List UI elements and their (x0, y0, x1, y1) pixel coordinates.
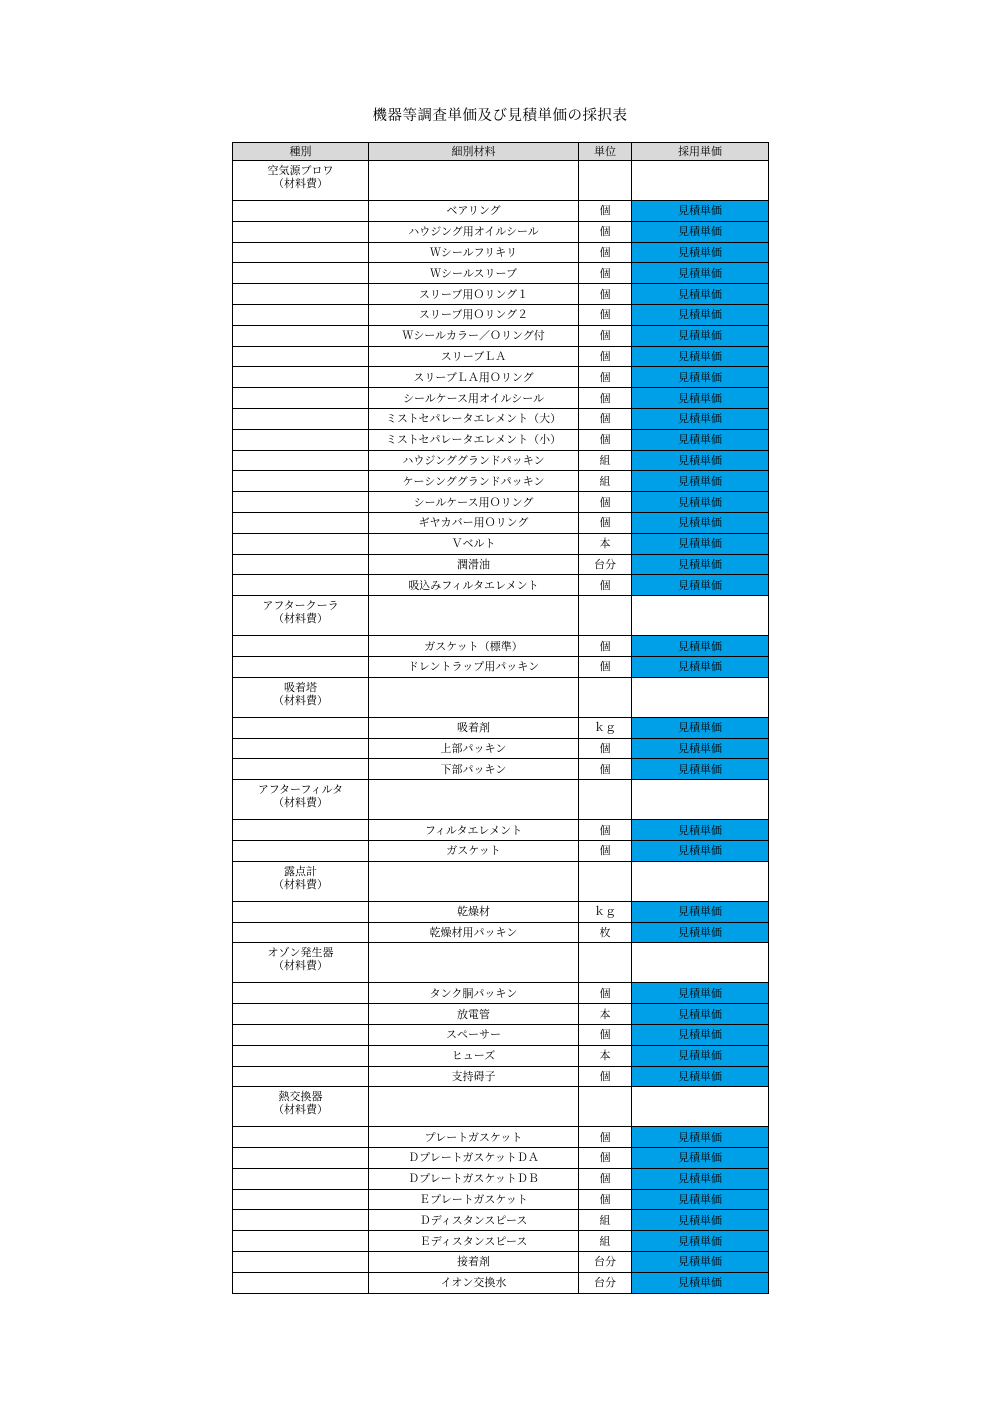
category-cell (233, 346, 369, 367)
unit-cell: 個 (579, 367, 632, 388)
table-row (233, 901, 769, 922)
table-row (233, 656, 769, 677)
adopted-price-cell: 見積単価 (632, 575, 769, 596)
adopted-price-cell (632, 161, 769, 201)
adopted-price-cell (632, 780, 769, 820)
material-cell: シールケース用Ｏリング (369, 492, 579, 513)
adopted-price-cell: 見積単価 (632, 840, 769, 861)
category-cell (233, 284, 369, 305)
unit-cell: 個 (579, 738, 632, 759)
material-cell: ＤプレートガスケットＤＢ (369, 1168, 579, 1189)
material-cell: ギヤカバー用Ｏリング (369, 512, 579, 533)
adopted-price-cell: 見積単価 (632, 1272, 769, 1293)
unit-cell: 個 (579, 575, 632, 596)
category-row (233, 861, 769, 901)
adopted-price-cell: 見積単価 (632, 820, 769, 841)
unit-cell: 個 (579, 840, 632, 861)
category-row (233, 677, 769, 717)
unit-cell: 組 (579, 1231, 632, 1252)
adopted-price-cell (632, 943, 769, 983)
adopted-price-cell: 見積単価 (632, 759, 769, 780)
adopted-price-cell: 見積単価 (632, 738, 769, 759)
category-cell (233, 388, 369, 409)
header-adopted-price: 採用単価 (632, 143, 769, 161)
unit-cell: 個 (579, 1168, 632, 1189)
material-cell: 乾燥材用パッキン (369, 922, 579, 943)
category-cell (233, 1252, 369, 1273)
material-cell: 上部パッキン (369, 738, 579, 759)
category-cell (233, 1210, 369, 1231)
category-cell (233, 820, 369, 841)
adopted-price-cell: 見積単価 (632, 717, 769, 738)
material-cell: Ｅディスタンスピース (369, 1231, 579, 1252)
adopted-price-cell: 見積単価 (632, 284, 769, 305)
unit-cell: 台分 (579, 1252, 632, 1273)
unit-cell: 台分 (579, 554, 632, 575)
unit-cell: 個 (579, 820, 632, 841)
table-row (233, 221, 769, 242)
material-cell (369, 861, 579, 901)
unit-cell: 組 (579, 471, 632, 492)
table-row (233, 492, 769, 513)
material-cell: Ｅプレートガスケット (369, 1189, 579, 1210)
material-cell: ケーシンググランドパッキン (369, 471, 579, 492)
unit-cell: 個 (579, 242, 632, 263)
material-cell: 下部パッキン (369, 759, 579, 780)
table-row (233, 1189, 769, 1210)
table-row (233, 263, 769, 284)
category-cell (233, 1004, 369, 1025)
table-row (233, 533, 769, 554)
category-cell (233, 943, 369, 983)
adopted-price-cell: 見積単価 (632, 901, 769, 922)
table-row (233, 408, 769, 429)
adopted-price-cell: 見積単価 (632, 221, 769, 242)
category-subtitle: （材料費） (273, 693, 328, 707)
material-cell (369, 1087, 579, 1127)
adopted-price-cell: 見積単価 (632, 1045, 769, 1066)
category-cell (233, 471, 369, 492)
material-cell: ベアリング (369, 201, 579, 222)
unit-cell: 個 (579, 512, 632, 533)
category-row (233, 1087, 769, 1127)
material-cell: ＤプレートガスケットＤＡ (369, 1148, 579, 1169)
adopted-price-cell: 見積単価 (632, 983, 769, 1004)
category-name: 空気源ブロワ (267, 164, 334, 177)
adopted-price-cell: 見積単価 (632, 512, 769, 533)
adopted-price-cell: 見積単価 (632, 1024, 769, 1045)
table-row (233, 388, 769, 409)
unit-cell: 個 (579, 346, 632, 367)
unit-cell: 組 (579, 450, 632, 471)
table-row (233, 242, 769, 263)
category-name: 熱交換器 (278, 1090, 323, 1104)
material-cell: ミストセパレータエレメント（小） (369, 429, 579, 450)
adopted-price-cell: 見積単価 (632, 1189, 769, 1210)
material-cell (369, 677, 579, 717)
unit-cell: 本 (579, 1004, 632, 1025)
category-subtitle: （材料費） (273, 612, 328, 626)
adopted-price-cell: 見積単価 (632, 554, 769, 575)
category-cell (233, 780, 369, 820)
category-subtitle: （材料費） (273, 1103, 328, 1117)
material-cell: Ｖベルト (369, 533, 579, 554)
unit-cell: 個 (579, 221, 632, 242)
material-cell: 乾燥材 (369, 901, 579, 922)
category-cell (233, 1127, 369, 1148)
unit-cell: 本 (579, 533, 632, 554)
category-cell (233, 201, 369, 222)
adopted-price-cell: 見積単価 (632, 429, 769, 450)
material-cell: フィルタエレメント (369, 820, 579, 841)
category-cell (233, 1045, 369, 1066)
table-row (233, 1272, 769, 1293)
table-row (233, 450, 769, 471)
table-row (233, 1024, 769, 1045)
material-cell (369, 596, 579, 636)
table-header-row (233, 143, 769, 161)
material-cell: Ｗシールフリキリ (369, 242, 579, 263)
category-cell (233, 1024, 369, 1045)
table-row (233, 1066, 769, 1087)
category-name: 露点計 (284, 864, 317, 878)
table-row (233, 1045, 769, 1066)
material-cell: Ｄディスタンスピース (369, 1210, 579, 1231)
unit-cell (579, 677, 632, 717)
adopted-price-cell: 見積単価 (632, 408, 769, 429)
material-cell: ハウジング用オイルシール (369, 221, 579, 242)
category-cell (233, 983, 369, 1004)
material-cell: Ｗシールスリーブ (369, 263, 579, 284)
adopted-price-cell (632, 677, 769, 717)
table-row (233, 284, 769, 305)
adopted-price-cell: 見積単価 (632, 1168, 769, 1189)
category-cell (233, 759, 369, 780)
category-cell (233, 533, 369, 554)
material-cell (369, 161, 579, 201)
unit-cell (579, 1087, 632, 1127)
category-cell (233, 596, 369, 636)
category-subtitle: （材料費） (273, 177, 328, 190)
material-cell (369, 780, 579, 820)
category-cell (233, 922, 369, 943)
material-cell: ドレントラップ用パッキン (369, 656, 579, 677)
material-cell: ヒューズ (369, 1045, 579, 1066)
material-cell: シールケース用オイルシール (369, 388, 579, 409)
material-cell: 潤滑油 (369, 554, 579, 575)
adopted-price-cell (632, 861, 769, 901)
category-cell (233, 1272, 369, 1293)
unit-cell: 個 (579, 1148, 632, 1169)
material-cell: プレートガスケット (369, 1127, 579, 1148)
category-cell (233, 656, 369, 677)
adopted-price-cell: 見積単価 (632, 367, 769, 388)
category-name: オゾン発生器 (267, 946, 334, 960)
unit-cell: 個 (579, 429, 632, 450)
table-row (233, 1148, 769, 1169)
category-cell (233, 677, 369, 717)
adopted-price-cell: 見積単価 (632, 533, 769, 554)
category-name: アフタークーラ (262, 599, 339, 613)
unit-cell: 個 (579, 201, 632, 222)
material-cell: スリーブＬＡ用Ｏリング (369, 367, 579, 388)
adopted-price-cell: 見積単価 (632, 1148, 769, 1169)
table-row (233, 1252, 769, 1273)
adopted-price-cell: 見積単価 (632, 1066, 769, 1087)
adopted-price-cell: 見積単価 (632, 304, 769, 325)
category-cell (233, 1148, 369, 1169)
category-subtitle: （材料費） (273, 796, 328, 810)
category-cell (233, 492, 369, 513)
header-material: 細別材料 (369, 143, 579, 161)
adopted-price-cell: 見積単価 (632, 1252, 769, 1273)
unit-cell: 個 (579, 263, 632, 284)
unit-cell: 個 (579, 284, 632, 305)
table-row (233, 840, 769, 861)
adopted-price-cell: 見積単価 (632, 450, 769, 471)
table-row (233, 201, 769, 222)
adopted-price-cell: 見積単価 (632, 636, 769, 657)
table-row (233, 346, 769, 367)
table-row (233, 1231, 769, 1252)
category-cell (233, 242, 369, 263)
table-row (233, 429, 769, 450)
adopted-price-cell: 見積単価 (632, 388, 769, 409)
unit-cell (579, 943, 632, 983)
unit-cell (579, 596, 632, 636)
category-cell (233, 221, 369, 242)
category-cell (233, 512, 369, 533)
unit-cell: 個 (579, 759, 632, 780)
material-cell: 吸込みフィルタエレメント (369, 575, 579, 596)
table-row (233, 717, 769, 738)
table-row (233, 304, 769, 325)
material-cell: ハウジンググランドパッキン (369, 450, 579, 471)
header-unit: 単位 (579, 143, 632, 161)
adopted-price-cell: 見積単価 (632, 242, 769, 263)
category-cell (233, 1087, 369, 1127)
category-cell (233, 161, 369, 201)
adopted-price-cell: 見積単価 (632, 1210, 769, 1231)
table-row (233, 983, 769, 1004)
category-cell (233, 554, 369, 575)
unit-cell: 個 (579, 304, 632, 325)
material-cell: スペーサー (369, 1024, 579, 1045)
table-row (233, 367, 769, 388)
category-cell (233, 738, 369, 759)
adopted-price-cell: 見積単価 (632, 922, 769, 943)
table-row (233, 759, 769, 780)
category-cell (233, 263, 369, 284)
material-cell: Ｗシールカラー／Ｏリング付 (369, 325, 579, 346)
material-cell: ガスケット (369, 840, 579, 861)
table-row (233, 554, 769, 575)
unit-cell: 個 (579, 1024, 632, 1045)
adopted-price-cell: 見積単価 (632, 1127, 769, 1148)
table-body (233, 161, 769, 1294)
unit-cell: ｋｇ (579, 901, 632, 922)
table-row (233, 922, 769, 943)
category-cell (233, 1168, 369, 1189)
table-row (233, 471, 769, 492)
material-cell: スリーブ用Ｏリング１ (369, 284, 579, 305)
unit-cell (579, 780, 632, 820)
category-cell (233, 429, 369, 450)
material-cell: 支持碍子 (369, 1066, 579, 1087)
adopted-price-cell: 見積単価 (632, 1004, 769, 1025)
material-cell: イオン交換水 (369, 1272, 579, 1293)
table-row (233, 1210, 769, 1231)
unit-cell: ｋｇ (579, 717, 632, 738)
unit-cell: 個 (579, 656, 632, 677)
adopted-price-cell (632, 1087, 769, 1127)
material-cell: ミストセパレータエレメント（大） (369, 408, 579, 429)
adopted-price-cell: 見積単価 (632, 263, 769, 284)
material-cell: 吸着剤 (369, 717, 579, 738)
page-title: 機器等調査単価及び見積単価の採択表 (372, 108, 628, 124)
category-cell (233, 861, 369, 901)
category-cell (233, 325, 369, 346)
adopted-price-cell (632, 596, 769, 636)
category-row (233, 780, 769, 820)
category-cell (233, 408, 369, 429)
category-cell (233, 1231, 369, 1252)
category-cell (233, 717, 369, 738)
category-subtitle: （材料費） (273, 959, 328, 973)
category-row (233, 596, 769, 636)
material-cell: 放電管 (369, 1004, 579, 1025)
material-cell (369, 943, 579, 983)
category-cell (233, 1066, 369, 1087)
table-row (233, 1168, 769, 1189)
unit-cell: 個 (579, 388, 632, 409)
category-cell (233, 367, 369, 388)
material-cell: 接着剤 (369, 1252, 579, 1273)
unit-cell: 個 (579, 1189, 632, 1210)
category-cell (233, 840, 369, 861)
material-cell: ガスケット（標準） (369, 636, 579, 657)
table-row (233, 575, 769, 596)
price-adoption-table (232, 142, 769, 1294)
table-row (233, 512, 769, 533)
material-cell: スリーブ用Ｏリング２ (369, 304, 579, 325)
unit-cell: 個 (579, 636, 632, 657)
unit-cell: 台分 (579, 1272, 632, 1293)
adopted-price-cell: 見積単価 (632, 1231, 769, 1252)
category-cell (233, 636, 369, 657)
unit-cell: 枚 (579, 922, 632, 943)
category-cell (233, 304, 369, 325)
unit-cell (579, 161, 632, 201)
table-row (233, 1004, 769, 1025)
category-subtitle: （材料費） (273, 877, 328, 891)
category-cell (233, 1189, 369, 1210)
header-category: 種別 (233, 143, 369, 161)
table-row (233, 738, 769, 759)
unit-cell: 個 (579, 492, 632, 513)
unit-cell: 個 (579, 408, 632, 429)
category-row (233, 943, 769, 983)
category-cell (233, 450, 369, 471)
unit-cell (579, 861, 632, 901)
material-cell: スリーブＬＡ (369, 346, 579, 367)
category-cell (233, 575, 369, 596)
table-row (233, 325, 769, 346)
adopted-price-cell: 見積単価 (632, 346, 769, 367)
category-name: 吸着塔 (284, 680, 317, 694)
unit-cell: 本 (579, 1045, 632, 1066)
adopted-price-cell: 見積単価 (632, 471, 769, 492)
table-row (233, 820, 769, 841)
category-row (233, 161, 769, 201)
unit-cell: 組 (579, 1210, 632, 1231)
unit-cell: 個 (579, 1127, 632, 1148)
adopted-price-cell: 見積単価 (632, 492, 769, 513)
unit-cell: 個 (579, 983, 632, 1004)
unit-cell: 個 (579, 325, 632, 346)
unit-cell: 個 (579, 1066, 632, 1087)
table-row (233, 1127, 769, 1148)
material-cell: タンク胴パッキン (369, 983, 579, 1004)
category-name: アフターフィルタ (257, 783, 344, 797)
table-row (233, 636, 769, 657)
adopted-price-cell: 見積単価 (632, 656, 769, 677)
category-cell (233, 901, 369, 922)
adopted-price-cell: 見積単価 (632, 325, 769, 346)
adopted-price-cell: 見積単価 (632, 201, 769, 222)
